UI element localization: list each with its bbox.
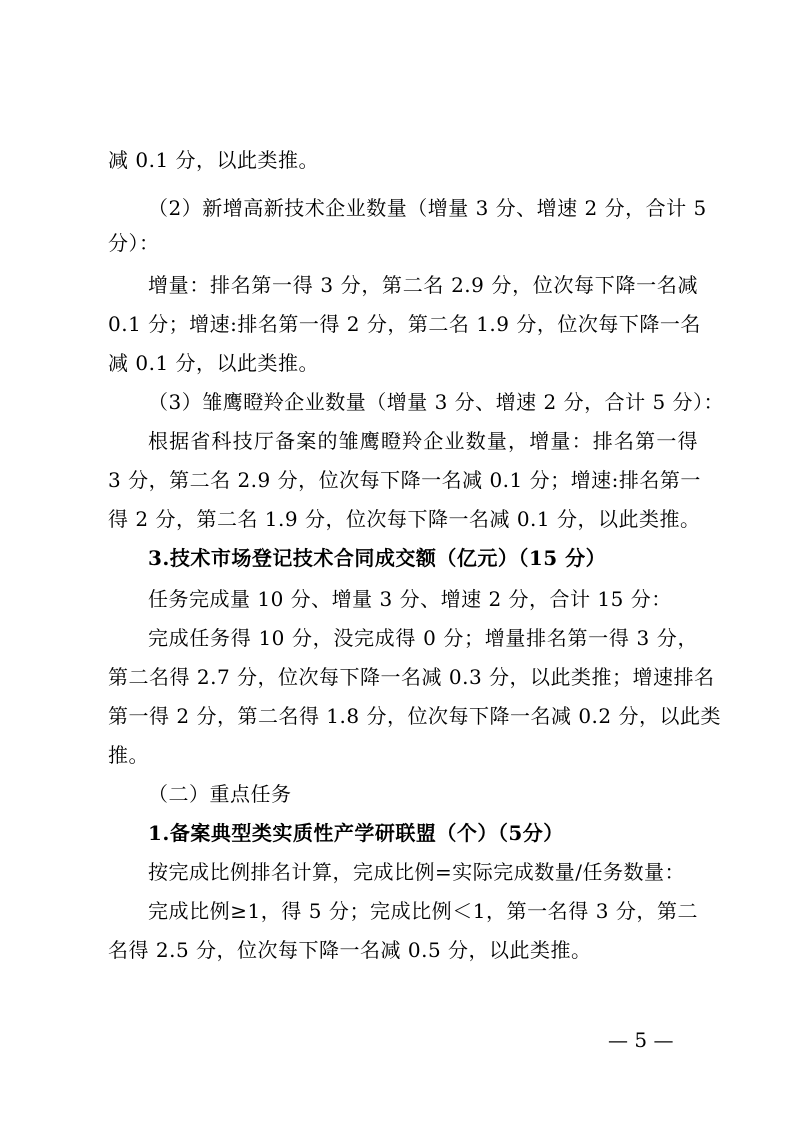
text-line: 完成任务得 10 分，没完成得 0 分；增量排名第一得 3 分， <box>148 626 698 650</box>
text-line: 第一得 2 分，第二名得 1.8 分，位次每下降一名减 0.2 分，以此类 <box>108 704 721 728</box>
section-heading: 1.备案典型类实质性产学研联盟（个）（5分） <box>148 821 564 845</box>
text-line: 增量：排名第一得 3 分，第二名 2.9 分，位次每下降一名减 <box>148 273 698 297</box>
page-number: — 5 — <box>608 1028 674 1052</box>
text-line: 减 0.1 分，以此类推。 <box>108 148 320 172</box>
text-line: （3）雏鹰瞪羚企业数量（增量 3 分、增速 2 分，合计 5 分）： <box>148 390 725 414</box>
text-line: 第二名得 2.7 分，位次每下降一名减 0.3 分，以此类推；增速排名 <box>108 665 715 689</box>
text-line: 按完成比例排名计算，完成比例=实际完成数量/任务数量： <box>148 860 685 884</box>
text-line: 3 分，第二名 2.9 分，位次每下降一名减 0.1 分；增速:排名第一 <box>108 468 701 492</box>
text-line: 分）： <box>108 231 160 255</box>
text-line: 推。 <box>108 743 149 767</box>
text-line: 根据省科技厅备案的雏鹰瞪羚企业数量，增量：排名第一得 <box>148 429 698 453</box>
text-line: 完成比例≥1，得 5 分；完成比例＜1，第一名得 3 分，第二 <box>148 899 698 923</box>
text-line: 0.1 分；增速:排名第一得 2 分，第二名 1.9 分，位次每下降一名 <box>108 312 701 336</box>
text-line: 得 2 分，第二名 1.9 分，位次每下降一名减 0.1 分，以此类推。 <box>108 507 701 531</box>
text-line: 减 0.1 分，以此类推。 <box>108 351 320 375</box>
section-heading: （二）重点任务 <box>148 782 292 806</box>
text-line: 任务完成量 10 分、增量 3 分、增速 2 分，合计 15 分： <box>148 587 672 611</box>
text-line: （2）新增高新技术企业数量（增量 3 分、增速 2 分，合计 5 <box>148 196 707 220</box>
section-heading: 3.技术市场登记技术合同成交额（亿元）（15 分） <box>148 546 607 570</box>
text-line: 名得 2.5 分，位次每下降一名减 0.5 分，以此类推。 <box>108 938 592 962</box>
